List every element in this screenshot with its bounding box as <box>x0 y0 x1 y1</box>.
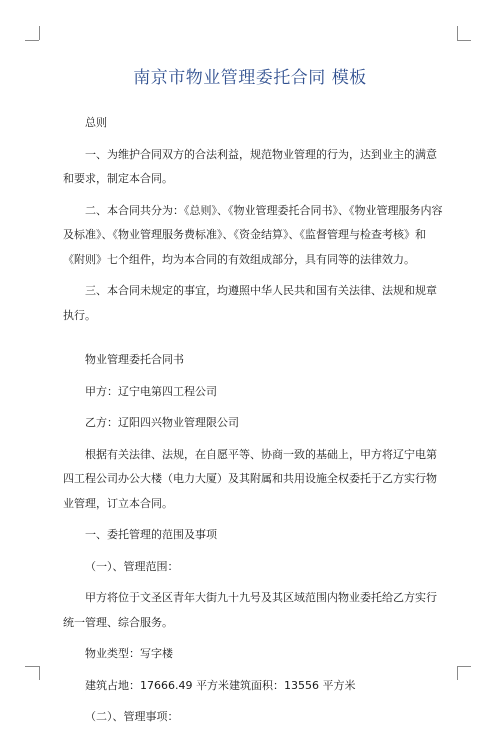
general-paragraph-2: 二、本合同共分为：《总则》、《物业管理委托合同书》、《物业管理服务内容及标准》、《物业管理服务费标准》、《资金结算》、《监督管理与检查考核》和《附则》七个组件，均为本合同的有效组成部分，具有同等的法律效力。 <box>63 203 443 266</box>
item1-sub1-heading: （一）、管理范围： <box>85 559 179 573</box>
general-paragraph-1: 一、为维护合同双方的合法利益，规范物业管理的行为，达到业主的满意和要求，制定本合同。 <box>63 147 437 185</box>
party-a: 甲方：辽宁电第四工程公司 <box>85 384 217 398</box>
document-body <box>63 111 443 730</box>
item1-sub2-heading: （二）、管理事项： <box>85 710 179 723</box>
general-paragraph-3: 三、本合同未规定的事宜，均遵照中华人民共和国有关法律、法规和规章执行。 <box>63 284 437 322</box>
party-b: 乙方：辽阳四兴物业管理限公司 <box>85 416 239 429</box>
item1-heading: 一、委托管理的范围及事项 <box>85 528 217 541</box>
document-title: 南京市物业管理委托合同 模板 <box>133 68 367 88</box>
contract-heading: 物业管理委托合同书 <box>85 353 184 366</box>
building-area: 建筑占地：17666.49 平方米建筑面积：13556 平方米 <box>85 678 356 692</box>
section-heading-general: 总则 <box>85 116 107 129</box>
item1-sub1-text: 甲方将位于文圣区青年大街九十九号及其区域范围内物业委托给乙方实行统一管理、综合服务。 <box>63 591 437 629</box>
contract-intro: 根据有关法律、法规，在自愿平等、协商一致的基础上，甲方将辽宁电第四工程公司办公大楼（电力大厦）及其附属和共用设施全权委托于乙方实行物业管理，订立本合同。 <box>63 447 437 510</box>
property-type: 物业类型：写字楼 <box>85 647 173 660</box>
